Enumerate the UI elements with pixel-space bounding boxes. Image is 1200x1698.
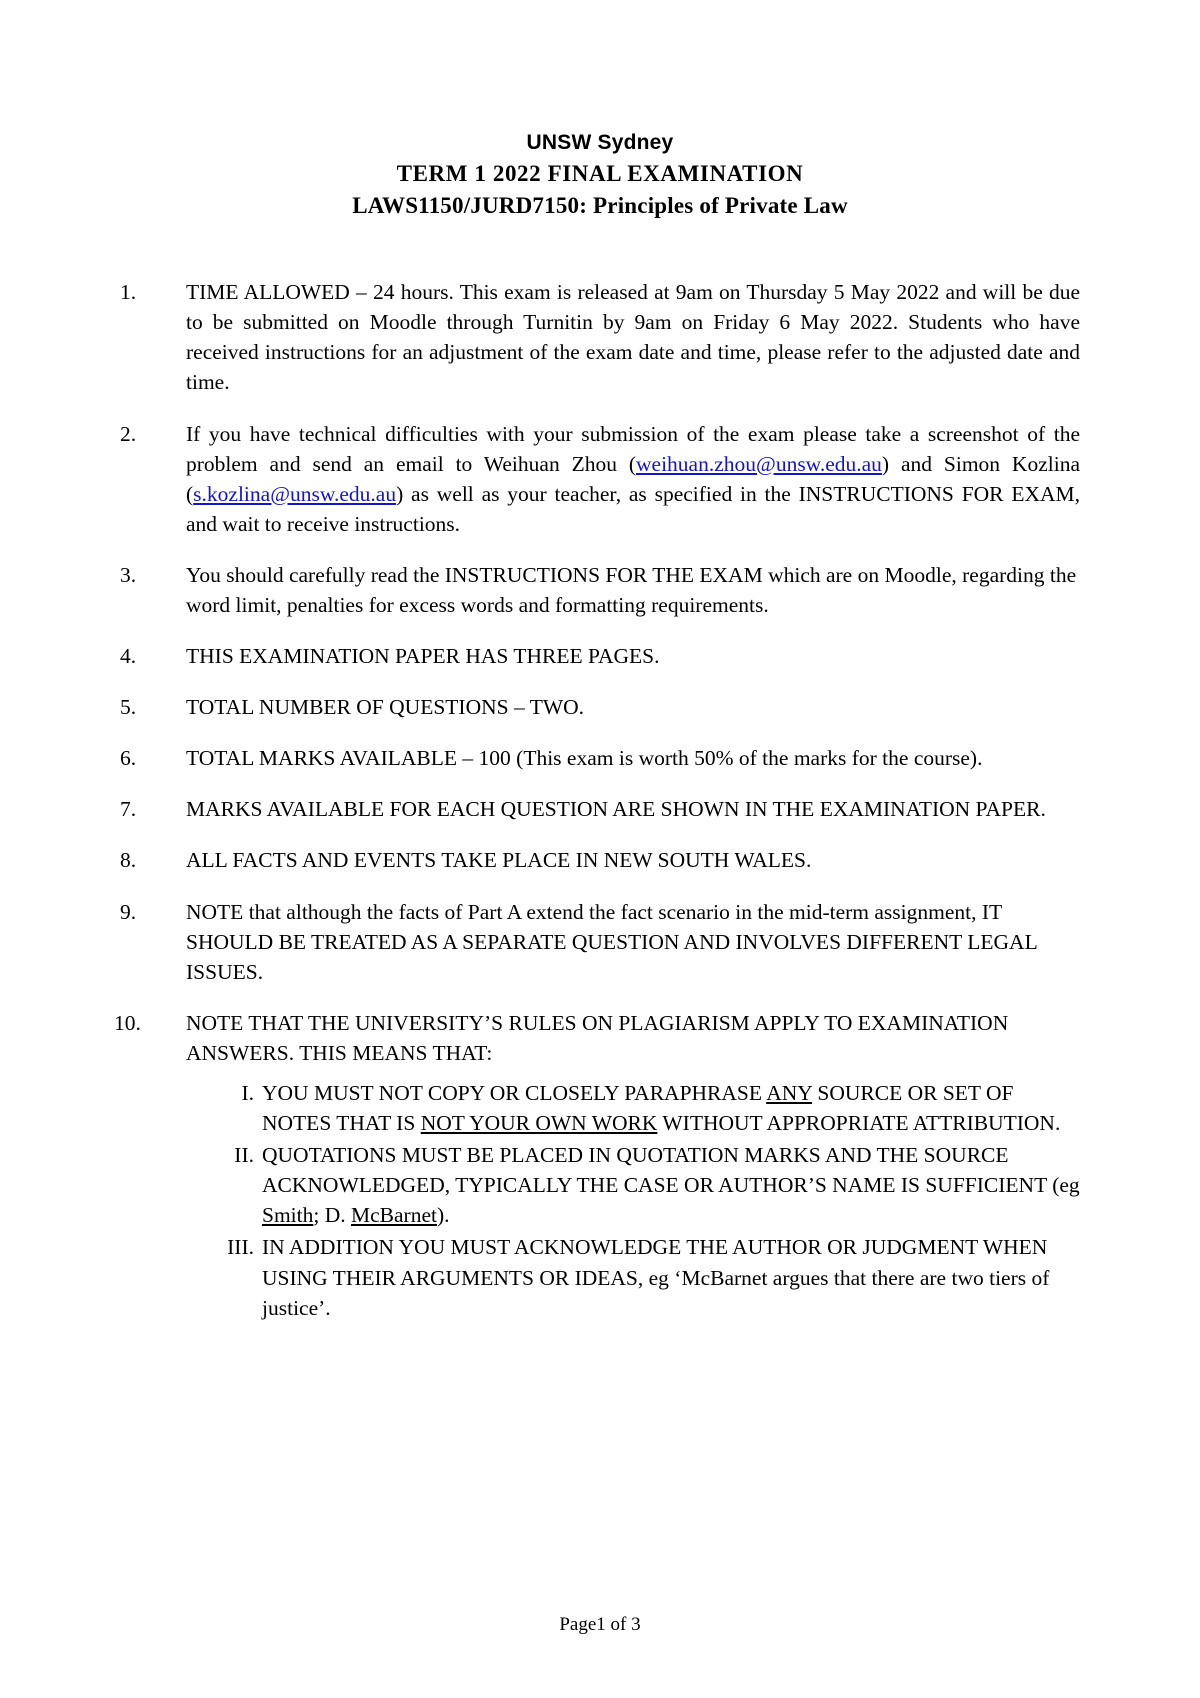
text-run: If you have technical difficulties with your submission of the exam please take a screenshot of the problem and send an email to Weihuan Zhou ( [186, 421, 1080, 476]
footer-page-number: 1 [596, 1614, 606, 1635]
header-course-title: LAWS1150/JURD7150: Principles of Private Law [352, 193, 848, 219]
text-run: ) as well as your teacher, as specified in the INSTRUCTIONS FOR EXAM, and wait to receive instructions. [186, 481, 1080, 536]
footer-page-label: Page [559, 1614, 597, 1635]
text-run: TOTAL NUMBER OF QUESTIONS – TWO. [186, 695, 585, 720]
instruction-item [120, 641, 1080, 671]
instruction-text [186, 692, 1080, 722]
text-run: THIS EXAMINATION PAPER HAS THREE PAGES. [186, 644, 660, 669]
instruction-text [186, 743, 1080, 773]
header-exam-title: TERM 1 2022 FINAL EXAMINATION [396, 160, 804, 186]
plagiarism-sublist [214, 1078, 1080, 1323]
text-run: NOTE that although the facts of Part A extend the fact scenario in the mid-term assignment, IT SHOULD BE TREATED AS A SEPARATE QUESTION AND INVOLVES DIFFERENT LEGAL ISSUES. [186, 899, 1037, 984]
instruction-number: 3. [120, 562, 137, 587]
instruction-text [186, 1008, 1080, 1068]
instruction-number: 9. [120, 899, 137, 924]
text-run: WITHOUT APPROPRIATE ATTRIBUTION. [657, 1111, 1061, 1136]
text-run: ALL FACTS AND EVENTS TAKE PLACE IN NEW SOUTH WALES. [186, 848, 812, 873]
emphasis-text: McBarnet [351, 1203, 437, 1228]
instruction-text [186, 560, 1080, 620]
emphasis-text: ANY [766, 1081, 812, 1105]
text-run: ) and Simon Kozlina ( [186, 451, 1080, 506]
instruction-text [186, 845, 1080, 875]
page-footer [0, 1614, 1200, 1636]
subitem-number: II. [234, 1143, 254, 1168]
subitem-number: I. [241, 1081, 254, 1105]
instruction-number: 2. [120, 421, 137, 446]
footer-of-label: of [610, 1614, 627, 1635]
instruction-number: 5. [120, 695, 137, 720]
instruction-item [120, 692, 1080, 722]
instruction-item [120, 794, 1080, 824]
instruction-number: 10. [114, 1010, 141, 1035]
plagiarism-subitem [214, 1232, 1080, 1322]
text-run: IN ADDITION YOU MUST ACKNOWLEDGE THE AUTHOR OR JUDGMENT WHEN USING THEIR ARGUMENTS OR IDEAS, eg ‘McBarnet argues that there are two tiers of justice’. [262, 1235, 1050, 1320]
subitem-number: III. [227, 1235, 254, 1260]
instruction-text [186, 419, 1080, 539]
footer-total-pages: 3 [631, 1614, 641, 1635]
text-run: YOU MUST NOT COPY OR CLOSELY PARAPHRASE [262, 1081, 767, 1105]
exam-header [120, 128, 1080, 223]
text-run: QUOTATIONS MUST BE PLACED IN QUOTATION MARKS AND THE SOURCE ACKNOWLEDGED, TYPICALLY THE CASE OR AUTHOR’S NAME IS SUFFICIENT (eg [262, 1143, 1080, 1198]
text-run: ; D. [313, 1203, 352, 1228]
text-run: ). [436, 1203, 450, 1228]
instruction-item [120, 419, 1080, 539]
instruction-item [120, 845, 1080, 875]
instruction-item [120, 560, 1080, 620]
email-link[interactable]: s.kozlina@unsw.edu.au [193, 481, 397, 506]
text-run: TOTAL MARKS AVAILABLE – 100 (This exam is worth 50% of the marks for the course). [186, 746, 983, 771]
instruction-number: 6. [120, 746, 137, 771]
subitem-text [262, 1140, 1080, 1230]
subitem-text [262, 1078, 1080, 1138]
subitem-text [262, 1232, 1080, 1322]
text-run: NOTE THAT THE UNIVERSITY’S RULES ON PLAGIARISM APPLY TO EXAMINATION ANSWERS. THIS MEANS THAT: [186, 1010, 1009, 1065]
instructions-list [114, 277, 1080, 1323]
emphasis-text: Smith [262, 1203, 314, 1228]
instruction-text [186, 897, 1080, 987]
plagiarism-subitem [214, 1078, 1080, 1138]
header-institution: UNSW Sydney [526, 131, 674, 154]
text-run: TIME ALLOWED – 24 hours. This exam is released at 9am on Thursday 5 May 2022 and will be due to be submitted on Moodle through Turnitin by 9am on Friday 6 May 2022. Students who have received instructions for an adjustment of the exam date and time, please refer to the adjusted date and time. [186, 280, 1080, 395]
email-link[interactable]: weihuan.zhou@unsw.edu.au [636, 451, 882, 476]
instruction-number: 8. [120, 848, 137, 873]
plagiarism-subitem [214, 1140, 1080, 1230]
instruction-text [186, 794, 1080, 824]
instruction-number: 7. [120, 797, 137, 822]
instruction-item [120, 277, 1080, 397]
instruction-item [120, 897, 1080, 987]
instruction-number: 4. [120, 644, 137, 669]
instruction-text [186, 641, 1080, 671]
instruction-item [114, 1008, 1080, 1323]
instruction-item [120, 743, 1080, 773]
text-run: SOURCE OR SET OF NOTES THAT IS [262, 1081, 1014, 1136]
instruction-number: 1. [120, 280, 137, 305]
emphasis-text: NOT YOUR OWN WORK [420, 1111, 658, 1136]
text-run: MARKS AVAILABLE FOR EACH QUESTION ARE SHOWN IN THE EXAMINATION PAPER. [186, 797, 1046, 822]
instruction-text [186, 277, 1080, 397]
text-run: You should carefully read the INSTRUCTIONS FOR THE EXAM which are on Moodle, regarding the word limit, penalties for excess words and formatting requirements. [186, 562, 1077, 617]
